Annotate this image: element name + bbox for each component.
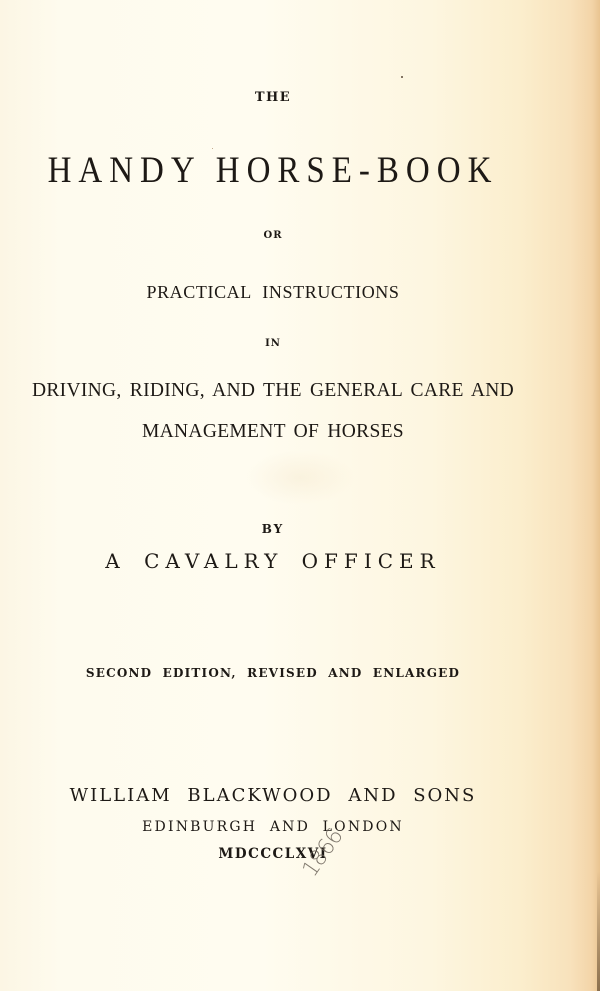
publication-year-roman: MDCCCLXVI <box>218 846 328 862</box>
book-title: HANDY HORSE-BOOK <box>47 150 499 192</box>
book-subtitle: PRACTICAL INSTRUCTIONS <box>146 282 400 302</box>
publication-place: EDINBURGH AND LONDON <box>142 819 404 835</box>
description-line-1: DRIVING, RIDING, AND THE GENERAL CARE AND <box>31 380 515 401</box>
description-line-2: MANAGEMENT OF HORSES <box>142 421 404 442</box>
paper-speck <box>212 148 213 149</box>
publisher-name: WILLIAM BLACKWOOD AND SONS <box>69 785 477 806</box>
edition-statement: SECOND EDITION, REVISED AND ENLARGED <box>85 666 461 680</box>
conjunction-or: OR <box>263 230 283 241</box>
paper-speck <box>401 76 403 78</box>
preposition-in: IN <box>265 338 281 349</box>
title-article: THE <box>254 90 292 105</box>
byline-label: BY <box>261 522 285 536</box>
author-name: A CAVALRY OFFICER <box>105 549 441 573</box>
handwritten-year-annotation: 1866 <box>297 824 349 882</box>
show-through-stamp <box>245 450 355 505</box>
